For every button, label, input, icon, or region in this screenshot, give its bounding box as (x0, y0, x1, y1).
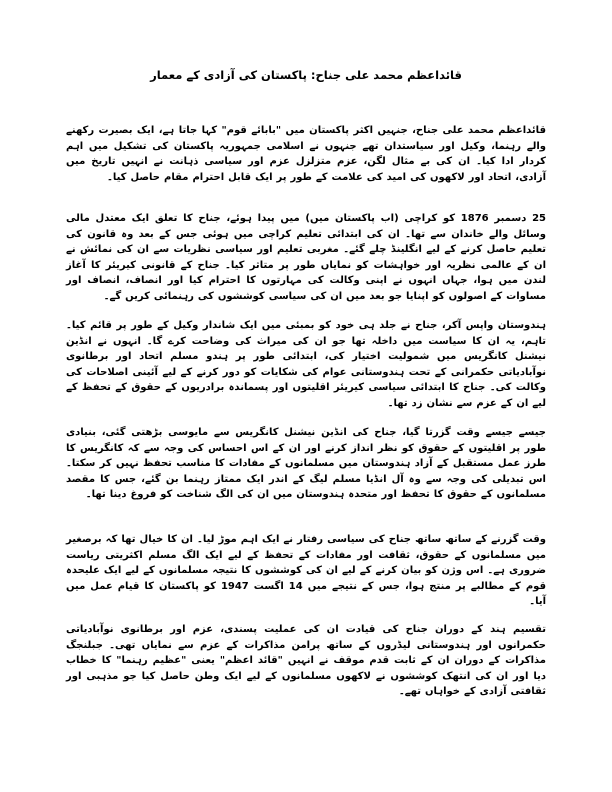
paragraph-pakistan-creation: وقت گزرنے کے ساتھ ساتھ جناح کی سیاسی رفتار نے ایک اہم موڑ لیا۔ ان کا خیال تھا کہ برصغیر میں مسلمانوں کے حقوق، ثقافت اور مفادات کے تحفظ کے لیے ایک الگ مسلم اکثریتی ریاست ضروری ہے۔ اس وژن کو بیان کرنے کے لیے ان کی کوششوں کا نتیجہ مسلمانوں کے لیے ایک علیحدہ قوم کے مطالبے پر منتج ہوا، جس کے نتیجے میں 14 اگست 1947 کو پاکستان کا قیام عمل میں آیا۔ (66, 534, 546, 607)
paragraph-muslim-league: جیسے جیسے وقت گزرتا گیا، جناح کی انڈین نیشنل کانگریس سے مایوسی بڑھتی گئی، بنیادی طور پر اقلیتوں کے حقوق کو نظر انداز کرنے اور ان کے اس احساس کی وجہ سے کہ کانگریس کا طرز عمل مستقبل کے آزاد ہندوستان میں مسلمانوں کے مفادات کا مناسب تحفظ نہیں کر سکتا۔ اس تبدیلی کی وجہ سے وہ آل انڈیا مسلم لیگ کے اندر ایک ممتاز رہنما بن گئے، جس کا مقصد مسلمانوں کے حقوق کا تحفظ اور متحدہ ہندوستان میں ان کی الگ شناخت کو فروغ دینا تھا۔ (66, 427, 546, 500)
paragraph-partition-leadership: تقسیم ہند کے دوران جناح کی قیادت ان کی عملیت پسندی، عزم اور برطانوی نوآبادیاتی حکمرانوں اور ہندوستانی لیڈروں کے ساتھ پرامن مذاکرات کے عزم سے نمایاں تھی۔ جبلنجگ مذاکرات کے دوران ان کے ثابت قدم موقف نے انہیں "قائد اعظم" یعنی "عظیم رہنما" کا خطاب دیا اور ان کی انتھک کوششوں نے لاکھوں مسلمانوں کے لیے ایک وطن حاصل کیا جو مذہبی اور ثقافتی آزادی کے خواہاں تھے۔ (66, 624, 546, 697)
document-title: قائداعظم محمد علی جناح: پاکستان کی آزادی کے معمار (150, 68, 462, 82)
paragraph-early-life: 25 دسمبر 1876 کو کراچی (اب پاکستان میں) میں پیدا ہوئے، جناح کا تعلق ایک معتدل مالی وسائل والے خاندان سے تھا۔ ان کی ابتدائی تعلیم کراچی میں ہوئی جس کے بعد وہ قانون کی تعلیم حاصل کرنے کے لیے انگلینڈ چلے گئے۔ مغربی تعلیم اور سیاسی نظریات سے ان کی نمائش نے ان کے عالمی نظریہ اور خواہشات کو نمایاں طور پر متاثر کیا۔ جناح کے قانونی کیریئر کا آغاز لندن میں ہوا، جہاں انہوں نے اپنی وکالت کی مہارتوں کا احترام کیا اور انصاف، انصاف اور مساوات کے اصولوں کو اپنایا جو بعد میں ان کی سیاسی کوششوں کی رہنمائی کریں گے۔ (66, 213, 546, 302)
paragraph-introduction: قائداعظم محمد علی جناح، جنہیں اکثر پاکستان میں "بابائے قوم" کہا جاتا ہے، ایک بصیرت رکھنے والے رہنما، وکیل اور سیاستدان تھے جنہوں نے اسلامی جمہوریہ پاکستان کی تشکیل میں اہم کردار ادا کیا۔ ان کی بے مثال لگن، عزم متزلزل عزم اور سیاسی ذہانت نے انہیں تاریخ میں آزادی، اتحاد اور لاکھوں کی امید کی علامت کے طور پر ایک قابل احترام مقام حاصل کیا۔ (66, 125, 546, 183)
paragraph-political-entry: ہندوستان واپس آکر، جناح نے جلد ہی خود کو بمبئی میں ایک شاندار وکیل کے طور پر قائم کیا۔ تاہم، یہ ان کا سیاست میں داخلہ تھا جو ان کی میراث کی وضاحت کرے گا۔ انہوں نے انڈین نیشنل کانگریس میں شمولیت اختیار کی، ابتدائی طور پر ہندو مسلم اتحاد اور برطانوی نوآبادیاتی حکمرانی کے تحت ہندوستانی عوام کی شکایات کو دور کرنے کے لیے آئینی اصلاحات کی وکالت کی۔ جناح کا ابتدائی سیاسی کیریئر اقلیتوں اور پسماندہ برادریوں کے حقوق کے تحفظ کے لیے ان کے عزم سے نشان زد تھا۔ (66, 320, 546, 409)
